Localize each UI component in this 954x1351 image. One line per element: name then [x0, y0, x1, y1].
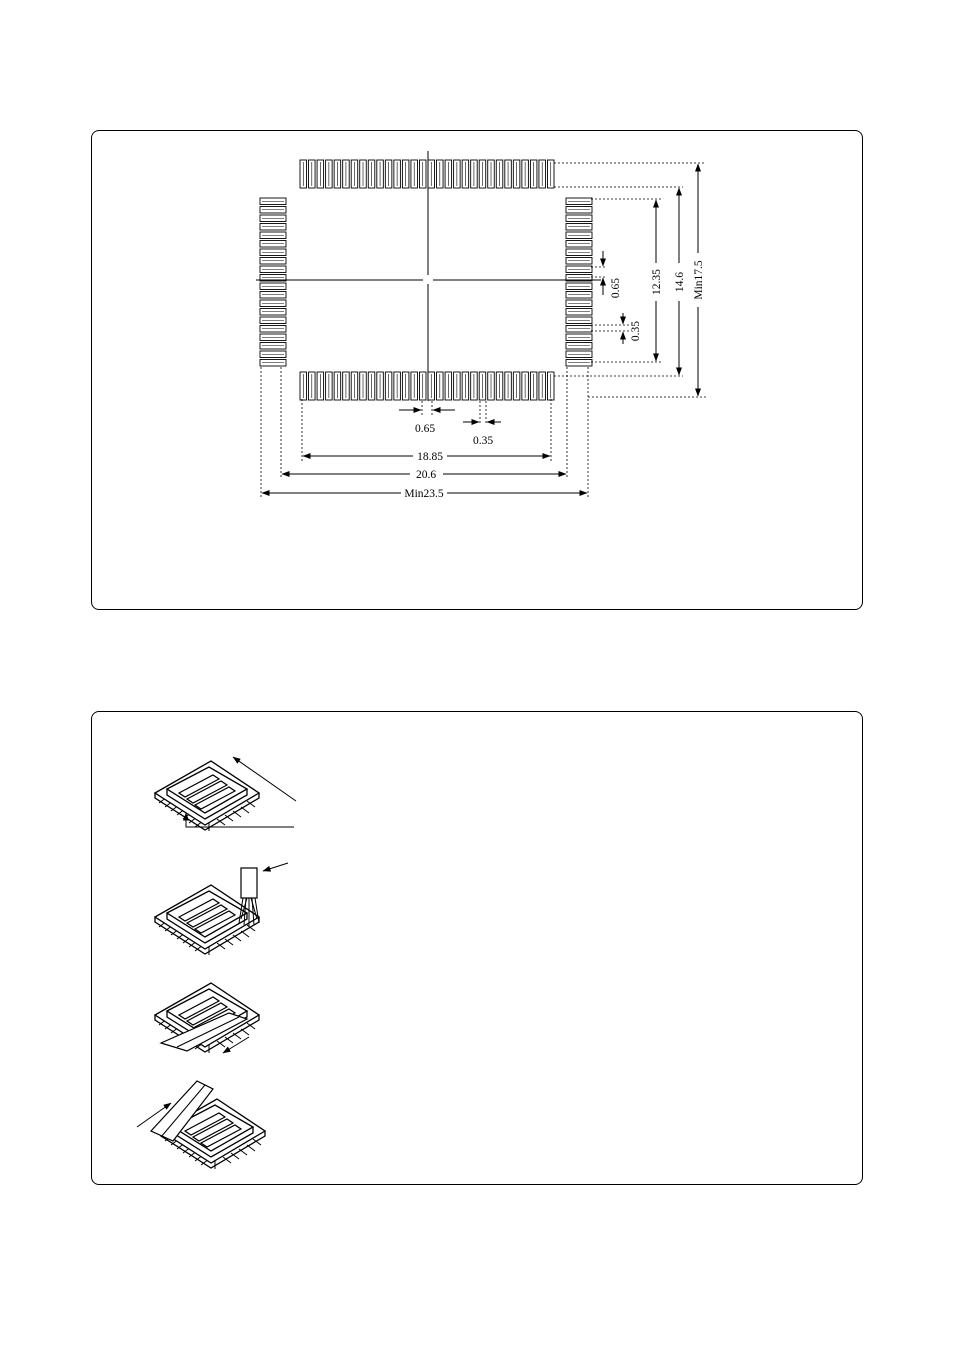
footprint-diagram [92, 131, 862, 609]
dim-span-inner-v: 12.35 [651, 269, 663, 295]
pad-column-right [566, 198, 592, 366]
dim-lead-width-h: 0.35 [472, 435, 494, 447]
mounting-steps-illustrations [92, 712, 862, 1184]
step-1-alignment-illustration [155, 757, 296, 831]
mounting-steps-panel [91, 711, 863, 1185]
dim-span-inner-h: 18.85 [417, 451, 443, 463]
dim-span-min-h: Min23.5 [404, 488, 444, 500]
pad-row-top [300, 160, 554, 188]
dim-pitch-h: 0.65 [414, 423, 436, 435]
dim-lead-width-v: 0.35 [630, 320, 642, 342]
dim-span-min-v: Min17.5 [693, 260, 705, 300]
socket-flux-brush-icon [155, 868, 259, 955]
step-4-solder-return-illustration [137, 1081, 265, 1169]
pad-column-left [260, 198, 286, 366]
socket-alignment-icon [155, 761, 259, 831]
footprint-panel [91, 130, 863, 610]
dim-pitch-v: 0.65 [610, 277, 622, 299]
dim-span-outer-h: 20.6 [415, 469, 437, 481]
socket-solder-iron-return-icon [151, 1081, 265, 1169]
step-2-flux-illustration [155, 863, 288, 955]
step-3-solder-drag-illustration [155, 983, 259, 1053]
dim-span-outer-v: 14.6 [674, 271, 686, 293]
socket-solder-iron-drag-icon [155, 983, 259, 1053]
center-crosshair [256, 151, 601, 401]
pad-row-bottom [300, 372, 554, 400]
